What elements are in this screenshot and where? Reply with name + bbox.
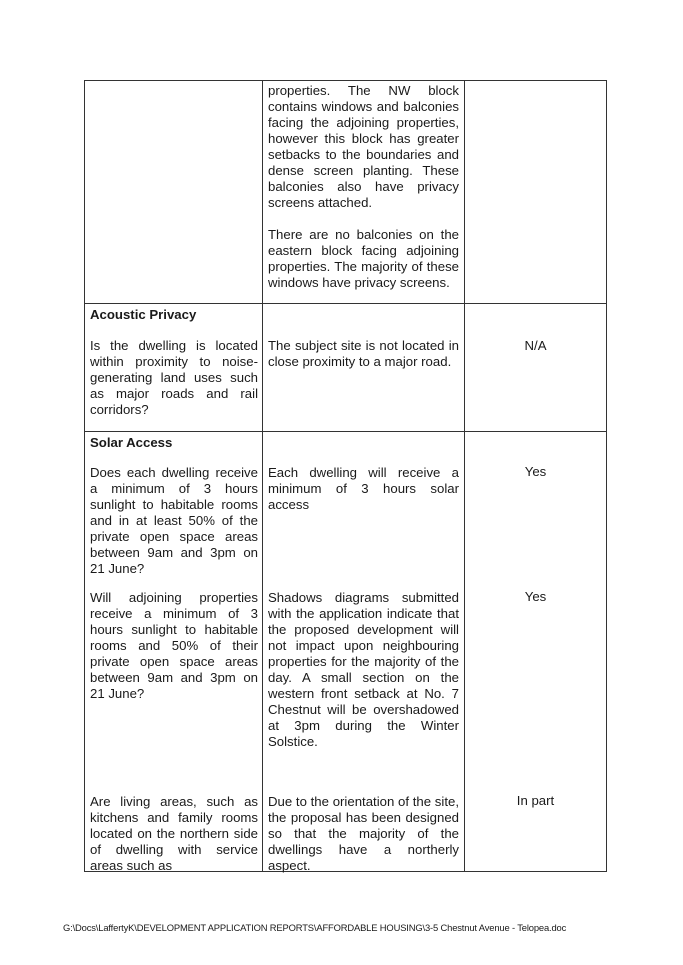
row-divider xyxy=(85,431,606,432)
solar-compliance-3: In part xyxy=(516,793,555,808)
assessment-table xyxy=(84,80,607,872)
solar-question-1: Does each dwelling receive a minimum of 3 hours sunlight to habitable rooms and in at least 50% of the private open space areas between 9am and 3pm on 21 June? xyxy=(90,465,258,576)
solar-access-heading: Solar Access xyxy=(90,435,173,450)
acoustic-privacy-heading: Acoustic Privacy xyxy=(90,307,197,322)
solar-compliance-1: Yes xyxy=(524,464,547,479)
acoustic-question: Is the dwelling is located within proximity to noise-generating land uses such as major roads and rail corridors? xyxy=(90,338,258,417)
solar-compliance-2: Yes xyxy=(524,589,547,604)
column-divider xyxy=(464,81,465,871)
solar-response-3: Due to the orientation of the site, the proposal has been designed so that the majority of the dwellings have a northerly aspect. xyxy=(268,794,459,873)
row-divider xyxy=(85,303,606,304)
solar-response-2: Shadows diagrams submitted with the application indicate that the proposed development will not impact upon neighbouring properties for the majority of the day. A small section on the western front setback at No. 7 Chestnut will be overshadowed at 3pm during the Winter Solstice. xyxy=(268,590,459,749)
privacy-response-p1: properties. The NW block contains windows and balconies facing the adjoining properties, however this block has greater setbacks to the boundaries and dense screen planting. These balconies also have privacy screens attached. xyxy=(268,83,459,210)
acoustic-response: The subject site is not located in close proximity to a major road. xyxy=(268,338,459,369)
column-divider xyxy=(262,81,263,871)
privacy-response-p2: There are no balconies on the eastern block facing adjoining properties. The majority of these windows have privacy screens. xyxy=(268,227,459,290)
solar-question-3: Are living areas, such as kitchens and family rooms located on the northern side of dwelling with service areas such as xyxy=(90,794,258,873)
acoustic-compliance: N/A xyxy=(524,338,547,353)
solar-question-2: Will adjoining properties receive a minimum of 3 hours sunlight to habitable rooms and 50% of their private open space areas between 9am and 3pm on 21 June? xyxy=(90,590,258,701)
document-path-footer: G:\Docs\LaffertyK\DEVELOPMENT APPLICATION REPORTS\AFFORDABLE HOUSING\3-5 Chestnut Avenue - Telopea.doc xyxy=(63,922,567,933)
solar-response-1: Each dwelling will receive a minimum of 3 hours solar access xyxy=(268,465,459,512)
